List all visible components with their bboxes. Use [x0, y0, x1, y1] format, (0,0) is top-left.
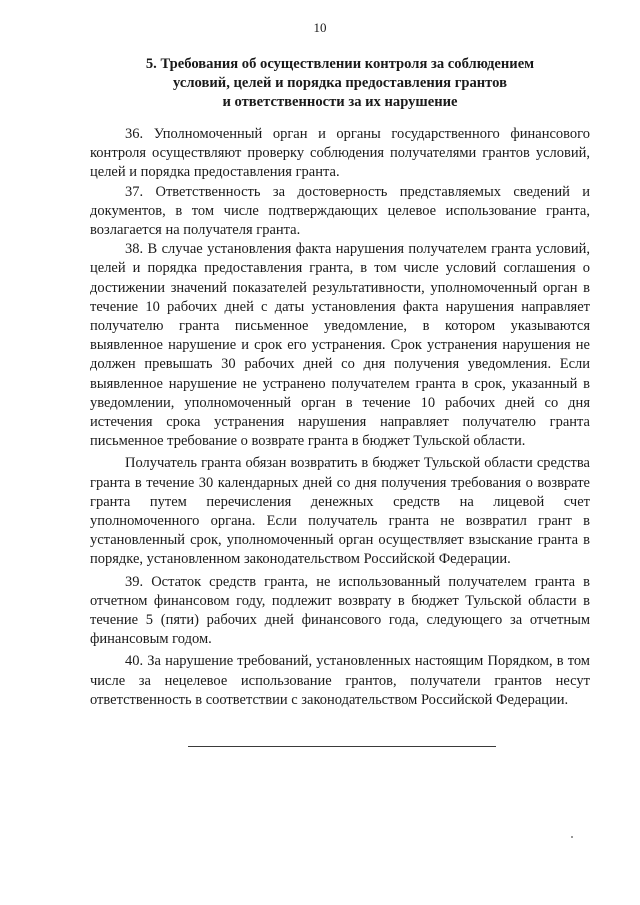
paragraph-36: 36. Уполномоченный орган и органы государственного финансового контроля осуществляют проверку соблюдения получателями грантов условий, целей и порядка предоставления гранта. — [90, 126, 590, 181]
section-heading-line-3: и ответственности за их нарушение — [222, 94, 458, 110]
paragraph-38-continuation: Получатель гранта обязан возвратить в бюджет Тульской области средства гранта в течение 30 календарных дней со дня получения требования о возврате гранта путем перечисления денежных средств на лицевой счет уполномоченного органа. Если получатель гранта не возвратил грант в установленный срок, уполномоченный орган осуществляет взыскание гранта в порядке, установленном законодательством Российской Федерации. — [90, 455, 590, 568]
section-heading-line-1: 5. Требования об осуществлении контроля за соблюдением — [145, 56, 535, 72]
section-heading-line-2: условий, целей и порядка предоставления грантов — [173, 75, 507, 91]
paragraph-37: 37. Ответственность за достоверность представляемых сведений и документов, в том числе подтверждающих целевое использование гранта, возлагается на получателя гранта. — [90, 183, 590, 239]
page-number: 10 — [313, 20, 327, 35]
document-end-line — [188, 746, 496, 747]
section-heading — [90, 55, 590, 112]
scan-mark — [571, 836, 573, 838]
paragraph-39: 39. Остаток средств гранта, не использованный получателем гранта в отчетном финансовом году, подлежит возврату в бюджет Тульской области в течение 5 (пяти) рабочих дней финансового года, следующего за отчетным финансовым годом. — [90, 573, 590, 648]
paragraph-40: 40. За нарушение требований, установленных настоящим Порядком, в том числе за нецелевое использование грантов, получатели грантов несут ответственность в соответствии с законодательством Российской Федерации. — [90, 653, 590, 708]
document-body — [90, 125, 590, 710]
paragraph-38: 38. В случае установления факта нарушения получателем гранта условий, целей и порядка предоставления гранта, в том числе условий соглашения о достижении значений показателей результативности, уполномоченный орган в течение 10 рабочих дней с даты установления факта нарушения направляет получателю гранта письменное уведомление, в котором указываются выявленное нарушение и срок его устранения. Срок устранения нарушения не должен превышать 30 рабочих дней со дня получения уведомления. Если выявленное нарушение не устранено получателем гранта в срок, указанный в уведомлении, уполномоченный орган в течение 10 рабочих дней со дня истечения срока устранения нарушения направляет получателю гранта письменное требование о возврате гранта в бюджет Тульской области. — [90, 241, 590, 450]
